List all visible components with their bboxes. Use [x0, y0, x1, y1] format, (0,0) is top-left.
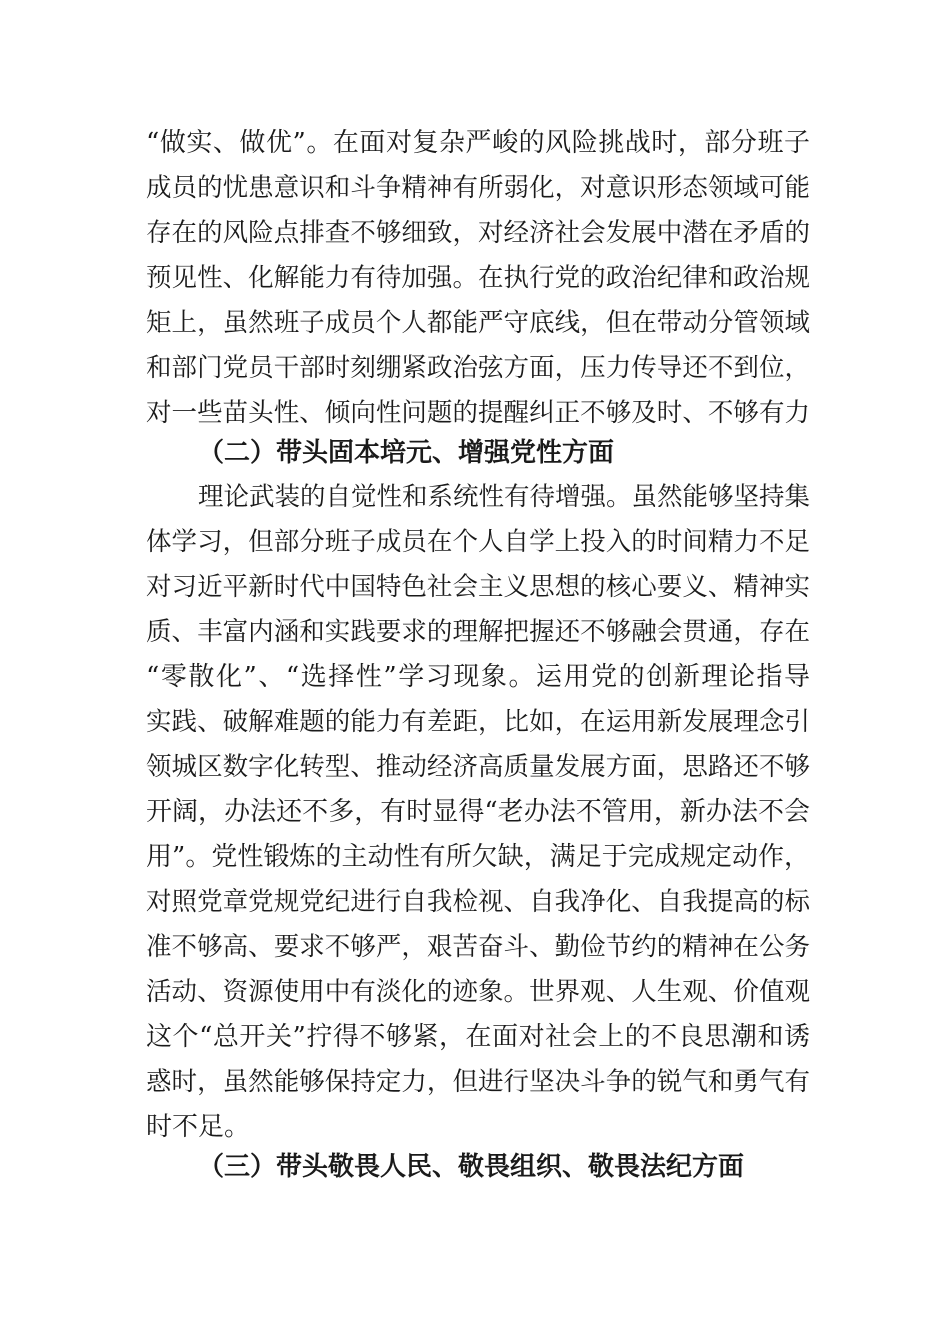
- paragraph-line: 对一些苗头性、倾向性问题的提醒纠正不够及时、不够有力: [146, 398, 810, 428]
- paragraph-line: 用”。党性锻炼的主动性有所欠缺，满足于完成规定动作，: [146, 842, 810, 872]
- paragraph-line: “做实、做优”。在面对复杂严峻的风险挑战时，部分班子: [146, 128, 810, 158]
- paragraph-line: 理论武装的自觉性和系统性有待增强。虽然能够坚持集: [198, 482, 811, 512]
- paragraph-line: 和部门党员干部时刻绷紧政治弦方面，压力传导还不到位，: [146, 353, 810, 383]
- paragraph-line: 实践、破解难题的能力有差距，比如，在运用新发展理念引: [146, 707, 810, 737]
- paragraph-line: 矩上，虽然班子成员个人都能严守底线，但在带动分管领域: [146, 308, 810, 338]
- paragraph-line: 体学习，但部分班子成员在个人自学上投入的时间精力不足: [146, 527, 810, 557]
- paragraph-line: 准不够高、要求不够严，艰苦奋斗、勤俭节约的精神在公务: [146, 932, 810, 962]
- paragraph-line: 开阔，办法还不多，有时显得“老办法不管用，新办法不会: [146, 797, 810, 827]
- paragraph-line: 预见性、化解能力有待加强。在执行党的政治纪律和政治规: [146, 263, 810, 293]
- paragraph-line: 时不足。: [146, 1112, 251, 1142]
- section-heading: （二）带头固本培元、增强党性方面: [198, 438, 615, 468]
- paragraph-line: 成员的忧患意识和斗争精神有所弱化，对意识形态领域可能: [146, 173, 810, 203]
- paragraph-line: 惑时，虽然能够保持定力，但进行坚决斗争的锐气和勇气有: [146, 1067, 810, 1097]
- paragraph-line: 领城区数字化转型、推动经济高质量发展方面，思路还不够: [146, 752, 810, 782]
- paragraph-line: 对习近平新时代中国特色社会主义思想的核心要义、精神实: [146, 572, 810, 602]
- paragraph-line: 存在的风险点排查不够细致，对经济社会发展中潜在矛盾的: [146, 218, 810, 248]
- paragraph-line: 活动、资源使用中有淡化的迹象。世界观、人生观、价值观: [146, 977, 810, 1007]
- paragraph-line: 质、丰富内涵和实践要求的理解把握还不够融会贯通，存在: [146, 617, 810, 647]
- paragraph-line: 对照党章党规党纪进行自我检视、自我净化、自我提高的标: [146, 887, 810, 917]
- section-heading: （三）带头敬畏人民、敬畏组织、敬畏法纪方面: [198, 1152, 745, 1182]
- paragraph-line: 这个“总开关”拧得不够紧，在面对社会上的不良思潮和诱: [146, 1022, 810, 1052]
- paragraph-line: “零散化”、“选择性”学习现象。运用党的创新理论指导: [146, 662, 810, 692]
